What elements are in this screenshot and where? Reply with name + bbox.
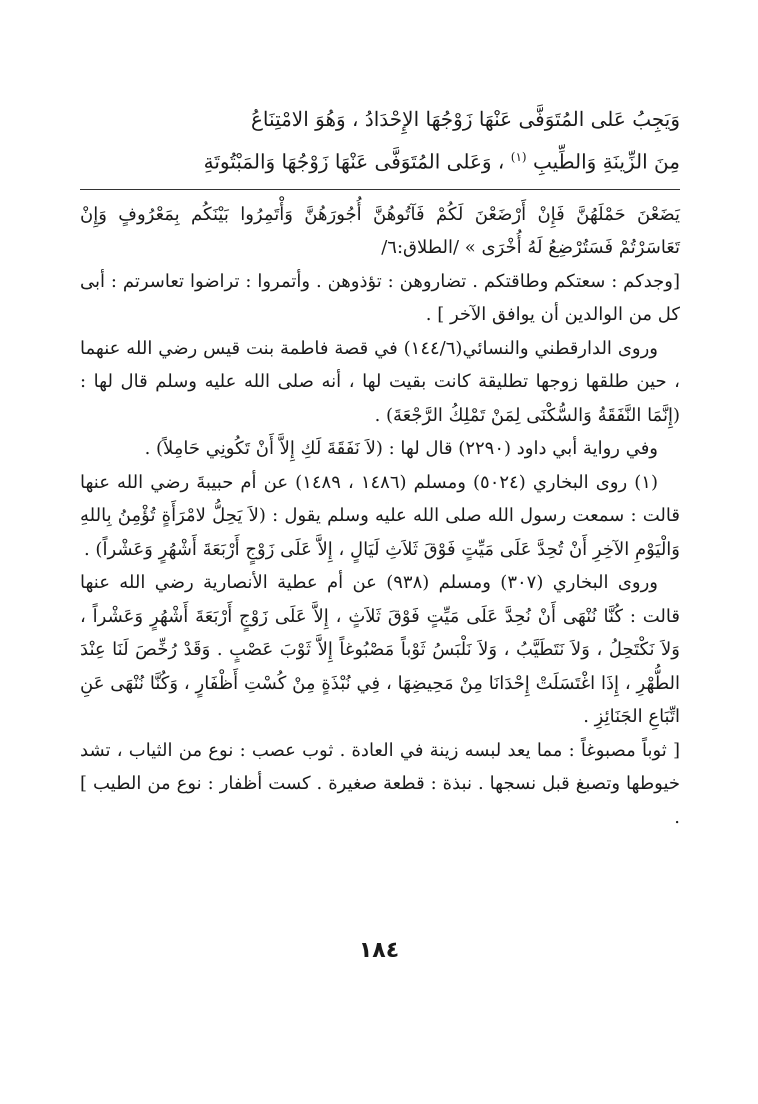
footnote-daraqutni: وروى الدارقطني والنسائي(١٤٤/٦) في قصة فاطمة بنت قيس رضي الله عنهما ، حين طلقها زوجها تطليقة كانت بقيت لها ، أنه صلى الله عليه وسلم قال لها : (إِنَّمَا النَّفَقَةُ وَالسُّكْنَى لِمَنْ تَمْلِكُ الرَّجْعَةَ) . <box>80 337 680 426</box>
footnote-gloss-1: [وجدكم : سعتكم وطاقتكم . تضاروهن : تؤذوهن . وأتمروا : تراضوا تعاسرتم : أبى كل من الوالدين أن يوافق الآخر ] . <box>80 270 680 326</box>
footnote-quran-continuation: يَضَعْنَ حَمْلَهُنَّ فَإِنْ أَرْضَعْنَ لَكُمْ فَآتُوهُنَّ أُجُورَهُنَّ وَأْتَمِرُوا بَيْنَكُم بِمَعْرُوفٍ وَإِنْ تَعَاسَرْتُمْ فَسَتُرْضِعُ لَهُ أُخْرَى » /الطلاق:٦/ <box>80 203 680 259</box>
footnotes <box>80 198 680 835</box>
page-number: ١٨٤ <box>358 938 400 963</box>
book-page <box>80 100 680 834</box>
main-text-line-1: وَيَجِبُ عَلى المُتَوَفَّى عَنْهَا زَوْجُهَا الإِحْدَادُ ، وَهُوَ الامْتِنَاعُ <box>251 107 680 131</box>
main-text-line-2: مِنَ الزِّينَةِ وَالطِّيبِ $^{(١)}$ ، وَعَلى المُتَوَفَّى عَنْهَا زَوْجُهَا وَالمَبْتُوتَةِ <box>203 149 680 174</box>
footnote-gloss-2: [ ثوباً مصبوغاً : مما يعد لبسه زينة في العادة . ثوب عصب : نوع من الثياب ، تشد خيوطها وتصبغ قبل نسجها . نبذة : قطعة صغيرة . كست أظفار : نوع من الطيب ] . <box>80 739 680 828</box>
footnote-1-umm-atiyya: وروى البخاري (٣٠٧) ومسلم (٩٣٨) عن أم عطية الأنصارية رضي الله عنها قالت : كُنَّا نُنْهَى أَنْ نُحِدَّ عَلَى مَيِّتٍ فَوْقَ ثَلاَثٍ ، إِلاَّ عَلَى زَوْجٍ أَرْبَعَةَ أَشْهُرٍ وَعَشْراً ، وَلاَ نَكْتَحِلُ ، وَلاَ نَتَطَيَّبُ ، وَلاَ نَلْبَسُ ثَوْباً مَصْبُوغاً إِلاَّ ثَوْبَ عَصْبٍ . وَقَدْ رُخِّصَ لَنَا عِنْدَ الطُّهْرِ ، إِذَا اغْتَسَلَتْ إِحْدَانَا مِنْ مَحِيضِهَا ، فِي نُبْذَةٍ مِنْ كُسْتِ أَظْفَارٍ ، وَكُنَّا نُنْهَى عَنِ اتِّبَاعِ الجَنَائِزِ . <box>80 572 680 728</box>
main-text <box>80 100 680 181</box>
footnote-1-bukhari: (١) روى البخاري (٥٠٢٤) ومسلم (١٤٨٦ ، ١٤٨٩) عن أم حبيبةَ رضي الله عنها قالت : سمعت رسول الله صلى الله عليه وسلم يقول : (لاَ يَحِلُّ لامْرَأَةٍ تُؤْمِنُ بِاللهِ وَالْيَوْمِ الآخِرِ أَنْ تُحِدَّ عَلَى مَيِّتٍ فَوْقَ ثَلاَثِ لَيَالٍ ، إِلاَّ عَلَى زَوْجٍ أَرْبَعَةَ أَشْهُرٍ وَعَشْراً) . <box>80 471 680 560</box>
footnote-reference: (١) <box>510 150 527 164</box>
footnote-abu-dawud: وفي رواية أبي داود (٢٢٩٠) قال لها : (لاَ نَفَقَةَ لَكِ إِلاَّ أَنْ تَكُونِي حَامِلاً) . <box>144 438 658 460</box>
footnote-separator <box>80 189 680 190</box>
